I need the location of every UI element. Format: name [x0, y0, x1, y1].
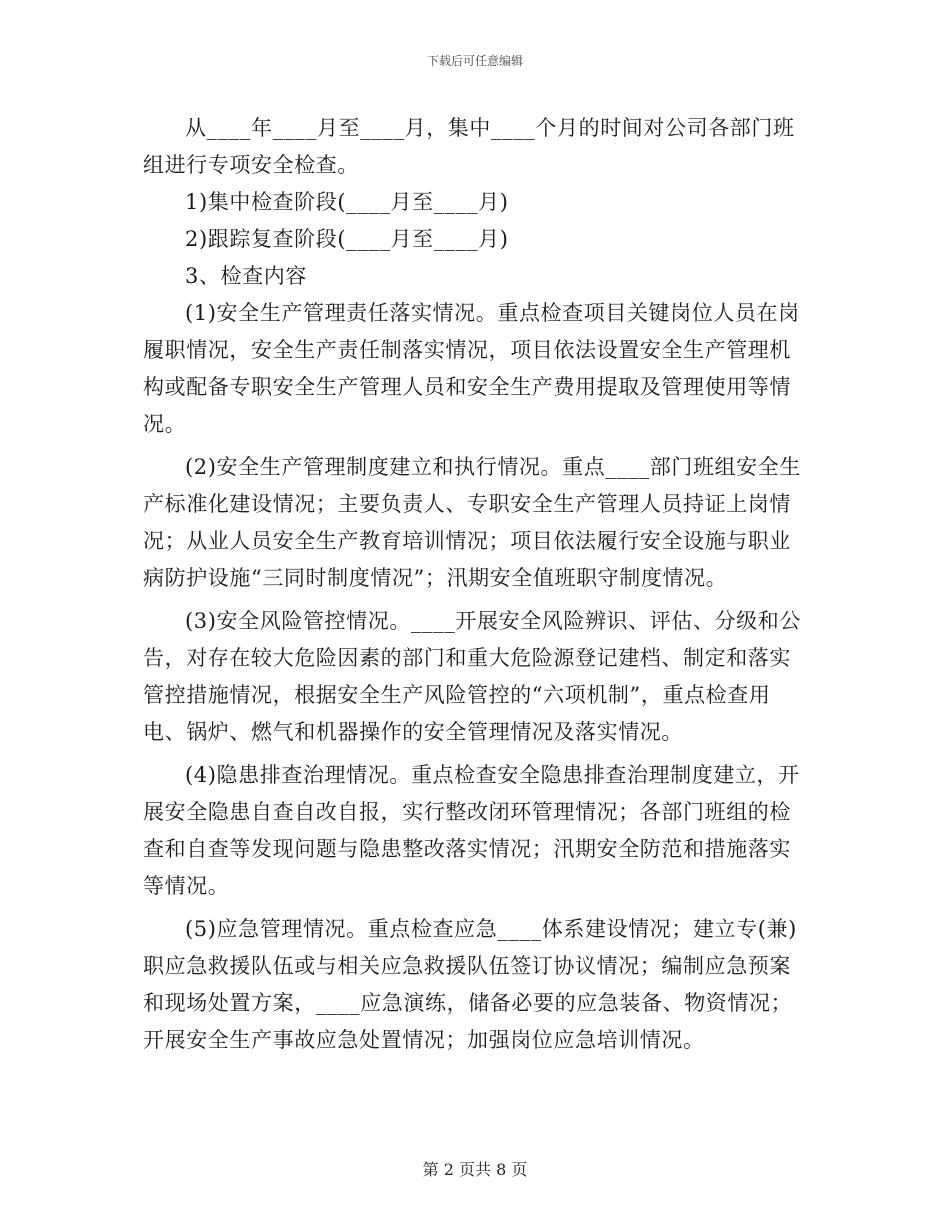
text-line: 和现场处置方案，____应急演练，储备必要的应急装备、物资情况； — [143, 991, 793, 1015]
page-number: 第 2 页共 8 页 — [422, 1160, 528, 1179]
text-line: 产标准化建设情况；主要负责人、专职安全生产管理人员持证上岗情 — [143, 492, 791, 516]
text-line: 展安全隐患自查自改自报，实行整改闭环管理情况；各部门班组的检 — [143, 800, 791, 824]
text-line: 开展安全生产事故应急处置情况；加强岗位应急培训情况。 — [143, 1028, 705, 1052]
text-line: 从____年____月至____月，集中____个月的时间对公司各部门班 — [185, 116, 795, 140]
text-line: 管控措施情况，根据安全生产风险管控的“六项机制”，重点检查用 — [143, 683, 771, 707]
text-line: 告，对存在较大危险因素的部门和重大危险源登记建档、制定和落实 — [143, 646, 791, 670]
page-header-note: 下载后可任意编辑 — [426, 54, 523, 68]
text-line: (3)安全风险管控情况。____开展安全风险辨识、评估、分级和公 — [185, 609, 801, 633]
text-line: 履职情况，安全生产责任制落实情况，项目依法设置安全生产管理机 — [143, 338, 791, 362]
document-body — [143, 110, 803, 1059]
text-line: 等情况。 — [143, 874, 230, 898]
text-line: 电、锅炉、燃气和机器操作的安全管理情况及落实情况。 — [143, 720, 683, 744]
text-line: (2)安全生产管理制度建立和执行情况。重点____部门班组安全生 — [185, 455, 801, 479]
text-line: (5)应急管理情况。重点检查应急____体系建设情况；建立专(兼) — [185, 917, 797, 941]
text-line: 1)集中检查阶段(____月至____月) — [185, 190, 509, 214]
text-line: 况。 — [143, 412, 187, 436]
text-line: 职应急救援队伍或与相关应急救援队伍签订协议情况；编制应急预案 — [143, 954, 791, 978]
text-line: 查和自查等发现问题与隐患整改落实情况；汛期安全防范和措施落实 — [143, 837, 791, 861]
text-line: 组进行专项安全检查。 — [143, 153, 359, 177]
text-line: (1)安全生产管理责任落实情况。重点检查项目关键岗位人员在岗 — [185, 301, 800, 325]
section-heading: 3、检查内容 — [185, 264, 307, 288]
text-line: 况；从业人员安全生产教育培训情况；项目依法履行安全设施与职业 — [143, 529, 791, 553]
text-line: 构或配备专职安全生产管理人员和安全生产费用提取及管理使用等情 — [143, 375, 791, 399]
text-line: 病防护设施“三同时制度情况”；汛期安全值班职守制度情况。 — [143, 566, 728, 590]
text-line: 2)跟踪复查阶段(____月至____月) — [185, 227, 509, 251]
text-line: (4)隐患排查治理情况。重点检查安全隐患排查治理制度建立，开 — [185, 763, 800, 787]
